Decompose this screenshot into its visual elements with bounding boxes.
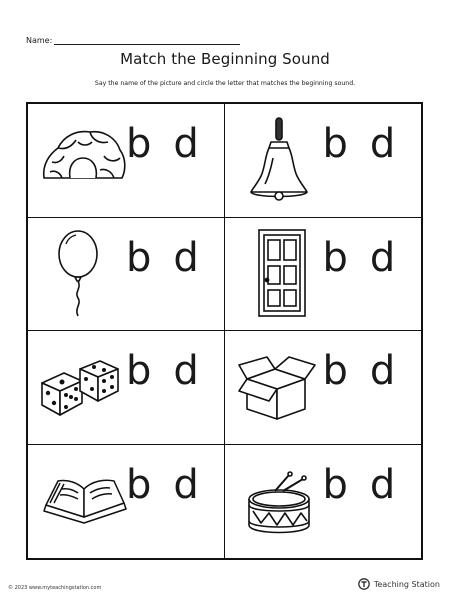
letter-b[interactable]: b: [322, 234, 348, 281]
cell-cave: [28, 104, 225, 218]
book-icon: [38, 453, 128, 547]
cave-icon: [38, 112, 128, 206]
name-label: Name:: [26, 36, 53, 45]
drum-icon: [235, 453, 325, 547]
cell-book: [28, 445, 225, 559]
letter-d[interactable]: d: [369, 348, 396, 394]
box-icon: [235, 339, 325, 433]
letter-d[interactable]: d: [173, 121, 199, 167]
name-line[interactable]: [54, 35, 240, 45]
letter-b[interactable]: b: [322, 348, 348, 394]
letter-d[interactable]: d: [173, 461, 199, 508]
letter-b[interactable]: b: [322, 461, 348, 508]
letter-b[interactable]: b: [126, 348, 152, 394]
cell-dice: [28, 331, 225, 445]
cell-bell: [225, 104, 422, 218]
brand-logo: [358, 578, 440, 590]
letter-b[interactable]: b: [322, 121, 348, 167]
picture-grid: [26, 102, 423, 560]
worksheet-title: Match the Beginning Sound: [120, 50, 330, 68]
dice-icon: [38, 339, 128, 433]
letter-b[interactable]: b: [126, 234, 152, 281]
balloon-icon: [38, 226, 128, 320]
name-field: [26, 35, 240, 45]
letter-d[interactable]: d: [369, 461, 396, 508]
door-icon: [235, 226, 325, 320]
letter-d[interactable]: d: [369, 234, 396, 281]
brand-name: Teaching Station: [373, 579, 440, 589]
letter-d[interactable]: d: [173, 234, 199, 281]
bell-icon: [235, 112, 325, 206]
cell-box: [225, 331, 422, 445]
letter-b[interactable]: b: [126, 121, 152, 167]
letter-b[interactable]: b: [126, 461, 152, 508]
worksheet-instructions: Say the name of the picture and circle the letter that matches the beginning sound.: [94, 80, 356, 87]
cell-drum: [225, 445, 422, 559]
copyright-text: © 2023 www.myteachingstation.com: [8, 585, 102, 591]
cell-door: [225, 218, 422, 332]
cell-balloon: [28, 218, 225, 332]
letter-d[interactable]: d: [173, 348, 199, 394]
letter-d[interactable]: d: [369, 121, 396, 167]
teaching-station-logo-icon: [358, 578, 370, 590]
